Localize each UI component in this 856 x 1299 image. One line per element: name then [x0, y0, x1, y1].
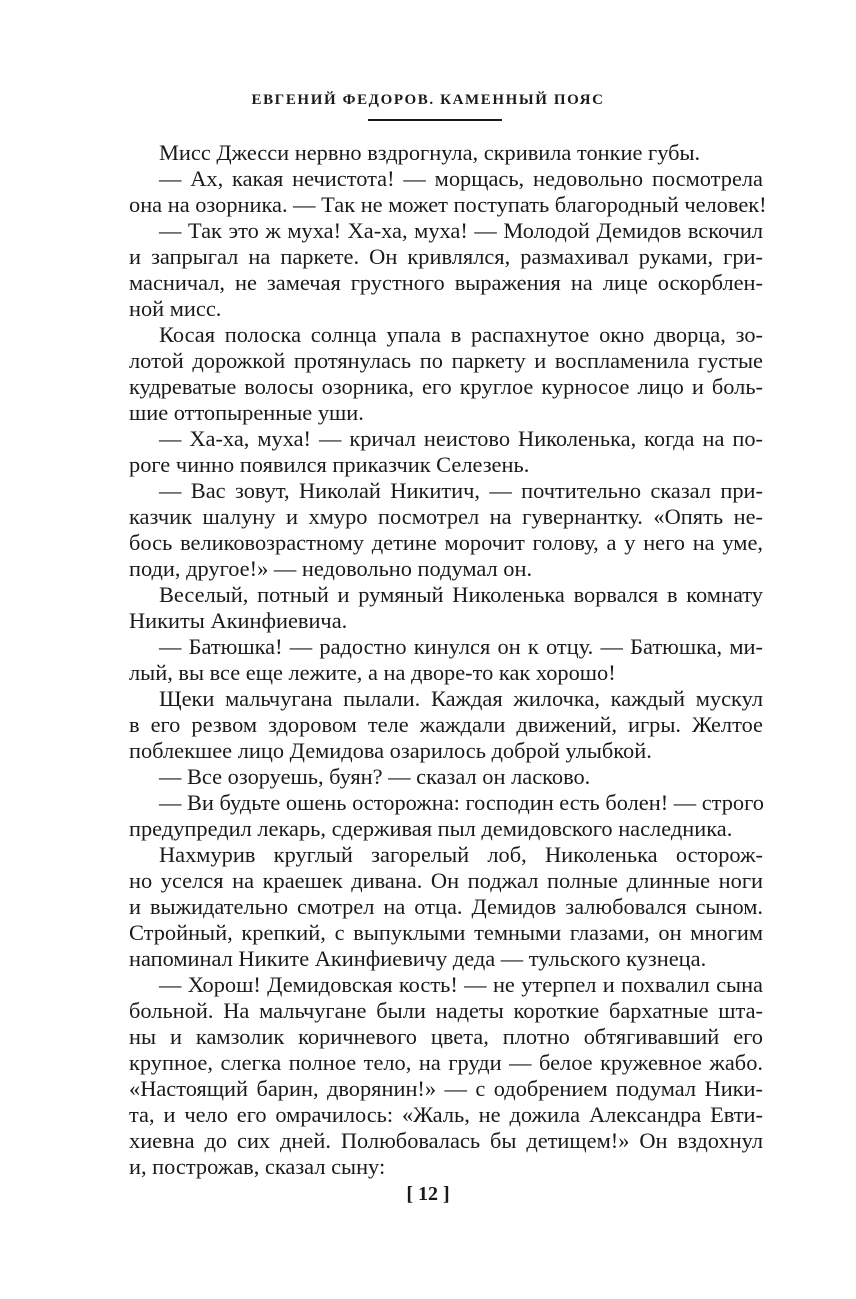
text-line: предупредил лекарь, сдерживая пыл демидовского наследника. [129, 816, 733, 841]
text-line: Веселый, потный и румяный Николенька ворвался в комнату [159, 582, 763, 607]
text-line: — Батюшка! — радостно кинулся он к отцу. — Батюшка, ми- [159, 634, 763, 659]
text-line: бось великовозрастному детине морочит голову, а у него на уме, [129, 530, 763, 555]
text-line: Никиты Акинфиевича. [129, 608, 348, 633]
text-line: ной мисс. [129, 296, 222, 321]
text-line: Косая полоска солнца упала в распахнутое окно дворца, зо- [159, 322, 763, 347]
text-line: — Все озоруешь, буян? — сказал он ласково. [159, 764, 591, 789]
text-line: кудреватые волосы озорника, его круглое курносое лицо и боль- [129, 374, 763, 399]
text-line: крупное, слегка полное тело, на груди — белое кружевное жабо. [129, 1050, 763, 1075]
text-line: напоминал Никите Акинфиевичу деда — тульского кузнеца. [129, 946, 707, 971]
text-line: больной. На мальчугане были надеты короткие бархатные шта- [129, 998, 763, 1023]
text-line: ны и камзолик коричневого цвета, плотно обтягивавший его [129, 1024, 763, 1049]
text-line: но уселся на краешек дивана. Он поджал полные длинные ноги [129, 868, 763, 893]
body-text [129, 140, 767, 1180]
text-line: роге чинно появился приказчик Селезень. [129, 452, 530, 477]
text-line: поблекшее лицо Демидова озарилось доброй улыбкой. [129, 738, 652, 763]
text-line: та, и чело его омрачилось: «Жаль, не дожила Александра Евти- [129, 1102, 763, 1127]
text-line: — Вас зовут, Николай Никитич, — почтительно сказал при- [159, 478, 763, 503]
text-line: поди, другое!» — недовольно подумал он. [129, 556, 533, 581]
text-line: лый, вы все еще лежите, а на дворе-то как хорошо! [129, 660, 616, 685]
text-line: — Хорош! Демидовская кость! — не утерпел и похвалил сына [159, 972, 763, 997]
running-header: ЕВГЕНИЙ ФЕДОРОВ. КАМЕННЫЙ ПОЯС [251, 92, 605, 108]
text-line: и запрыгал на паркете. Он кривлялся, размахивал руками, гри- [129, 244, 763, 269]
text-line: хиевна до сих дней. Полюбовалась бы детищем!» Он вздохнул [129, 1128, 763, 1153]
text-line: Щеки мальчугана пылали. Каждая жилочка, каждый мускул [159, 686, 763, 711]
text-line: шие оттопыренные уши. [129, 400, 364, 425]
text-line: и выжидательно смотрел на отца. Демидов залюбовался сыном. [129, 894, 763, 919]
text-line: и, построжав, сказал сыну: [129, 1154, 386, 1179]
text-line: Стройный, крепкий, с выпуклыми темными глазами, он многим [129, 920, 763, 945]
text-line: — Ви будьте ошень осторожна: господин есть болен! — строго [159, 790, 764, 815]
header-rule [368, 119, 502, 121]
text-line: — Так это ж муха! Ха-ха, муха! — Молодой Демидов вскочил [159, 218, 763, 243]
text-line: лотой дорожкой протянулась по паркету и воспламенила густые [129, 348, 763, 373]
text-line: в его резвом здоровом теле жаждали движений, игры. Желтое [129, 712, 763, 737]
text-line: казчик шалуну и хмуро посмотрел на гувернантку. «Опять не- [129, 504, 763, 529]
text-line: она на озорника. — Так не может поступать благородный человек! [129, 192, 767, 217]
page-number: [ 12 ] [406, 1183, 450, 1205]
text-line: — Ах, какая нечистота! — морщась, недовольно посмотрела [159, 166, 763, 191]
text-line: масничал, не замечая грустного выражения на лице оскорблен- [129, 270, 763, 295]
text-line: «Настоящий барин, дворянин!» — с одобрением подумал Ники- [129, 1076, 763, 1101]
text-line: Нахмурив круглый загорелый лоб, Николенька осторож- [159, 842, 763, 867]
text-line: — Ха-ха, муха! — кричал неистово Николенька, когда на по- [159, 426, 763, 451]
text-line: Мисс Джесси нервно вздрогнула, скривила тонкие губы. [159, 140, 701, 165]
